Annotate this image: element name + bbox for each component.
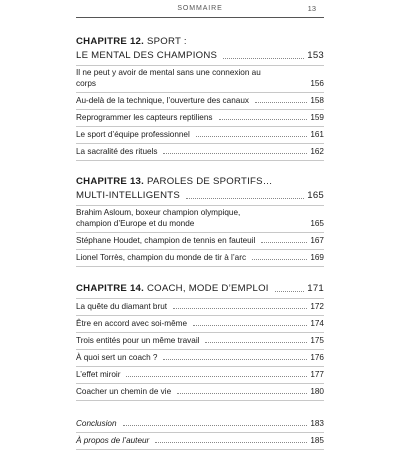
chapter-13 bbox=[76, 176, 324, 267]
entry-page: 161 bbox=[310, 129, 324, 139]
entry-page: 185 bbox=[310, 435, 324, 445]
toc-entry[interactable] bbox=[76, 250, 324, 267]
entry-text: Il ne peut y avoir de mental sans une connexion au corps bbox=[76, 68, 261, 88]
chapter-label: CHAPITRE 14. bbox=[76, 283, 145, 294]
leader-dots bbox=[252, 259, 307, 260]
leader-dots bbox=[193, 325, 307, 326]
toc-entry[interactable] bbox=[76, 93, 324, 110]
entry-page: 169 bbox=[310, 252, 324, 262]
entry-text: Brahim Asloum, boxeur champion olympique, champion d’Europe et du monde bbox=[76, 208, 241, 228]
entry-page: 180 bbox=[310, 386, 324, 396]
leader-dots bbox=[163, 153, 307, 154]
toc-entry-about-author[interactable] bbox=[76, 433, 324, 450]
chapter-page: 153 bbox=[307, 50, 324, 61]
chapter-page: 165 bbox=[307, 190, 324, 201]
entry-text: À quoi sert un coach ? bbox=[76, 352, 158, 362]
entry-text: Coacher un chemin de vie bbox=[76, 386, 172, 396]
entry-page: 165 bbox=[310, 218, 324, 228]
entry-page: 175 bbox=[310, 335, 324, 345]
entry-text: L’effet miroir bbox=[76, 369, 121, 379]
chapter-title-line[interactable] bbox=[76, 49, 324, 66]
page-number: 13 bbox=[307, 4, 316, 13]
toc-entry[interactable] bbox=[76, 299, 324, 316]
entry-page: 167 bbox=[310, 235, 324, 245]
entry-page: 156 bbox=[310, 78, 324, 88]
chapter-page: 171 bbox=[307, 283, 324, 294]
toc-entry[interactable] bbox=[76, 384, 324, 401]
leader-dots bbox=[261, 242, 307, 243]
chapter-title-top bbox=[76, 176, 324, 189]
entry-text: Au-delà de la technique, l’ouverture des canaux bbox=[76, 95, 249, 105]
running-header bbox=[0, 0, 400, 22]
chapter-14 bbox=[76, 282, 324, 401]
chapter-title-line[interactable] bbox=[76, 189, 324, 206]
entry-page: 159 bbox=[310, 112, 324, 122]
chapter-title bbox=[76, 283, 275, 295]
toc-entry[interactable] bbox=[76, 66, 324, 93]
entry-text: Le sport d’équipe professionnel bbox=[76, 129, 190, 139]
leader-dots bbox=[255, 102, 307, 103]
leader-dots bbox=[155, 442, 307, 443]
table-of-contents bbox=[76, 36, 324, 450]
entry-page: 172 bbox=[310, 301, 324, 311]
entry-text: À propos de l’auteur bbox=[76, 435, 150, 445]
toc-entry[interactable] bbox=[76, 110, 324, 127]
leader-dots bbox=[186, 198, 304, 199]
leader-dots bbox=[177, 393, 307, 394]
leader-dots bbox=[196, 136, 307, 137]
leader-dots bbox=[163, 359, 307, 360]
entry-page: 176 bbox=[310, 352, 324, 362]
chapter-title-line1: SPORT : bbox=[144, 36, 187, 47]
chapter-title-line1: COACH, MODE D’EMPLOI bbox=[144, 283, 269, 294]
entry-page: 183 bbox=[310, 418, 324, 428]
toc-entry[interactable] bbox=[76, 367, 324, 384]
entry-text: Reprogrammer les capteurs reptiliens bbox=[76, 112, 213, 122]
entry-text: La quête du diamant brut bbox=[76, 301, 168, 311]
chapter-12 bbox=[76, 36, 324, 161]
chapter-label: CHAPITRE 13. bbox=[76, 176, 145, 187]
toc-entry[interactable] bbox=[76, 144, 324, 161]
chapter-title-line[interactable] bbox=[76, 282, 324, 299]
closing-section bbox=[76, 416, 324, 450]
toc-entry[interactable] bbox=[76, 127, 324, 144]
chapter-title-top bbox=[76, 36, 324, 49]
chapter-label: CHAPITRE 12. bbox=[76, 36, 145, 47]
toc-entry[interactable] bbox=[76, 316, 324, 333]
leader-dots bbox=[275, 291, 305, 292]
entry-text: Stéphane Houdet, champion de tennis en fauteuil bbox=[76, 235, 256, 245]
entry-text: La sacralité des rituels bbox=[76, 146, 158, 156]
toc-entry[interactable] bbox=[76, 233, 324, 250]
leader-dots bbox=[123, 425, 307, 426]
chapter-title-line2: MULTI-INTELLIGENTS bbox=[76, 190, 181, 201]
entry-text: Conclusion bbox=[76, 418, 117, 428]
toc-entry[interactable] bbox=[76, 350, 324, 367]
leader-dots bbox=[205, 342, 307, 343]
toc-entry-conclusion[interactable] bbox=[76, 416, 324, 433]
leader-dots bbox=[223, 58, 304, 59]
chapter-title-line1: PAROLES DE SPORTIFS… bbox=[144, 176, 273, 187]
leader-dots bbox=[126, 376, 307, 377]
entry-page: 177 bbox=[310, 369, 324, 379]
entry-page: 174 bbox=[310, 318, 324, 328]
leader-dots bbox=[173, 308, 307, 309]
running-title: SOMMAIRE bbox=[177, 5, 223, 12]
chapter-title-line2: LE MENTAL DES CHAMPIONS bbox=[76, 50, 218, 61]
header-rule bbox=[76, 17, 324, 18]
leader-dots bbox=[219, 119, 307, 120]
entry-text: Trois entités pour un même travail bbox=[76, 335, 200, 345]
toc-entry[interactable] bbox=[76, 206, 324, 233]
toc-entry[interactable] bbox=[76, 333, 324, 350]
entry-page: 158 bbox=[310, 95, 324, 105]
entry-text: Lionel Torrès, champion du monde de tir à l’arc bbox=[76, 252, 247, 262]
entry-text: Être en accord avec soi-même bbox=[76, 318, 188, 328]
entry-page: 162 bbox=[310, 146, 324, 156]
